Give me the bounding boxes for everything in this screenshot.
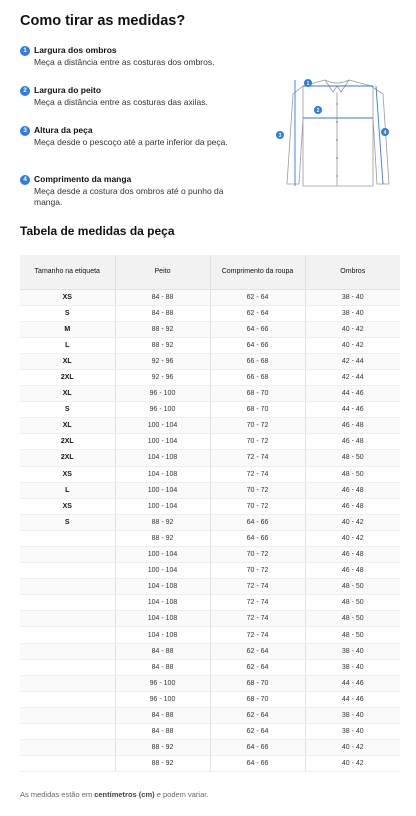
cell-length: 62 - 64 [210,659,305,675]
cell-chest: 84 - 88 [115,724,210,740]
cell-size: L [20,482,115,498]
footnote-prefix: As medidas estão em [20,790,95,799]
step-description: Meça a distância entre as costuras dos ombros. [34,57,215,67]
cell-length: 62 - 64 [210,643,305,659]
cell-length: 62 - 64 [210,305,305,321]
cell-shoulders: 40 - 42 [305,337,400,353]
cell-shoulders: 38 - 40 [305,289,400,305]
cell-size: XS [20,498,115,514]
cell-size [20,547,115,563]
cell-length: 64 - 66 [210,321,305,337]
cell-chest: 92 - 96 [115,353,210,369]
table-row [20,691,400,707]
cell-chest: 92 - 96 [115,369,210,385]
cell-shoulders: 46 - 48 [305,498,400,514]
table-row [20,579,400,595]
cell-shoulders: 46 - 48 [305,547,400,563]
table-row [20,321,400,337]
cell-shoulders: 46 - 48 [305,563,400,579]
cell-chest: 88 - 92 [115,514,210,530]
cell-size: XS [20,466,115,482]
cell-length: 66 - 68 [210,353,305,369]
cell-size [20,691,115,707]
cell-shoulders: 42 - 44 [305,369,400,385]
cell-chest: 88 - 92 [115,740,210,756]
table-row [20,402,400,418]
cell-size: XL [20,418,115,434]
cell-chest: 88 - 92 [115,530,210,546]
table-row [20,353,400,369]
table-row [20,659,400,675]
cell-chest: 84 - 88 [115,289,210,305]
cell-shoulders: 44 - 46 [305,675,400,691]
cell-length: 72 - 74 [210,627,305,643]
cell-size: L [20,337,115,353]
cell-size: XS [20,289,115,305]
table-row [20,386,400,402]
step-description: Meça desde a costura dos ombros até o punho da manga. [34,186,224,207]
diagram-marker: 4 [383,129,387,136]
header-shoulders: Ombros [305,255,400,289]
shirt-measurement-diagram [275,72,400,192]
table-row [20,563,400,579]
cell-chest: 100 - 104 [115,547,210,563]
cell-shoulders: 42 - 44 [305,353,400,369]
cell-shoulders: 38 - 40 [305,305,400,321]
table-row [20,450,400,466]
size-table-title: Tabela de medidas da peça [20,224,175,238]
table-row [20,675,400,691]
cell-shoulders: 40 - 42 [305,740,400,756]
cell-shoulders: 46 - 48 [305,482,400,498]
cell-length: 64 - 66 [210,756,305,772]
step-description: Meça a distância entre as costuras das axilas. [34,97,208,107]
cell-size [20,579,115,595]
step-number-badge: 1 [20,46,30,56]
cell-size: 2XL [20,369,115,385]
table-row [20,498,400,514]
cell-shoulders: 40 - 42 [305,530,400,546]
shirt-outline [287,80,389,186]
table-row [20,289,400,305]
cell-size [20,756,115,772]
table-row [20,756,400,772]
table-row [20,482,400,498]
table-header-row [20,255,400,289]
cell-size [20,707,115,723]
table-row [20,466,400,482]
cell-shoulders: 48 - 50 [305,450,400,466]
cell-length: 62 - 64 [210,707,305,723]
cell-length: 68 - 70 [210,386,305,402]
cell-shoulders: 40 - 42 [305,321,400,337]
footnote-suffix: e podem variar. [154,790,209,799]
cell-length: 68 - 70 [210,402,305,418]
cell-shoulders: 44 - 46 [305,402,400,418]
cell-size: XL [20,353,115,369]
header-length: Comprimento da roupa [210,255,305,289]
cell-chest: 104 - 108 [115,579,210,595]
cell-size [20,675,115,691]
cell-chest: 100 - 104 [115,482,210,498]
header-chest: Peito [115,255,210,289]
cell-size [20,563,115,579]
cell-shoulders: 44 - 46 [305,691,400,707]
cell-chest: 104 - 108 [115,627,210,643]
cell-length: 64 - 66 [210,740,305,756]
table-row [20,724,400,740]
cell-shoulders: 46 - 48 [305,418,400,434]
cell-chest: 96 - 100 [115,691,210,707]
cell-length: 70 - 72 [210,418,305,434]
cell-shoulders: 48 - 50 [305,466,400,482]
diagram-marker: 2 [316,107,320,114]
table-row [20,305,400,321]
step-number-badge: 4 [20,175,30,185]
cell-length: 70 - 72 [210,547,305,563]
table-row [20,643,400,659]
cell-size [20,627,115,643]
cell-size [20,740,115,756]
step-label: Largura dos ombros [34,45,117,55]
table-row [20,740,400,756]
cell-size [20,611,115,627]
cell-shoulders: 40 - 42 [305,756,400,772]
cell-chest: 104 - 108 [115,466,210,482]
cell-length: 72 - 74 [210,466,305,482]
cell-chest: 96 - 100 [115,402,210,418]
cell-length: 64 - 66 [210,514,305,530]
cell-shoulders: 38 - 40 [305,707,400,723]
cell-length: 72 - 74 [210,450,305,466]
cell-length: 70 - 72 [210,482,305,498]
cell-size: S [20,305,115,321]
step-number-badge: 2 [20,86,30,96]
cell-size: S [20,514,115,530]
cell-size: XL [20,386,115,402]
cell-chest: 88 - 92 [115,321,210,337]
cell-length: 72 - 74 [210,579,305,595]
cell-shoulders: 40 - 42 [305,514,400,530]
cell-length: 72 - 74 [210,611,305,627]
step-description: Meça desde o pescoço até a parte inferior da peça. [34,137,228,147]
cell-chest: 100 - 104 [115,434,210,450]
step-label: Largura do peito [34,85,102,95]
cell-chest: 100 - 104 [115,563,210,579]
cell-chest: 88 - 92 [115,337,210,353]
table-row [20,418,400,434]
header-size: Tamanho na etiqueta [20,255,115,289]
table-row [20,369,400,385]
cell-shoulders: 48 - 50 [305,611,400,627]
cell-size [20,724,115,740]
diagram-marker: 3 [278,132,282,139]
cell-size [20,643,115,659]
cell-length: 62 - 64 [210,289,305,305]
footnote-unit: centímetros (cm) [94,790,155,799]
cell-chest: 100 - 104 [115,418,210,434]
cell-chest: 84 - 88 [115,707,210,723]
cell-length: 70 - 72 [210,563,305,579]
diagram-marker: 1 [306,80,310,87]
cell-size [20,659,115,675]
step-label: Altura da peça [34,125,93,135]
cell-shoulders: 48 - 50 [305,627,400,643]
cell-size: S [20,402,115,418]
table-row [20,530,400,546]
cell-chest: 104 - 108 [115,611,210,627]
table-row [20,337,400,353]
cell-length: 64 - 66 [210,530,305,546]
measure-line-sleeve [376,86,383,184]
cell-size: M [20,321,115,337]
cell-length: 70 - 72 [210,498,305,514]
size-table [20,255,400,772]
cell-chest: 84 - 88 [115,305,210,321]
table-row [20,627,400,643]
cell-size: 2XL [20,450,115,466]
step-number-badge: 3 [20,126,30,136]
table-row [20,547,400,563]
cell-chest: 84 - 88 [115,643,210,659]
cell-shoulders: 38 - 40 [305,643,400,659]
cell-size [20,530,115,546]
cell-size: 2XL [20,434,115,450]
cell-length: 66 - 68 [210,369,305,385]
cell-length: 64 - 66 [210,337,305,353]
cell-shoulders: 44 - 46 [305,386,400,402]
cell-chest: 104 - 108 [115,595,210,611]
step-label: Comprimento da manga [34,174,132,184]
cell-chest: 96 - 100 [115,675,210,691]
table-row [20,514,400,530]
table-row [20,611,400,627]
cell-shoulders: 48 - 50 [305,579,400,595]
cell-length: 68 - 70 [210,675,305,691]
cell-shoulders: 38 - 40 [305,724,400,740]
table-row [20,434,400,450]
page-title: Como tirar as medidas? [20,13,186,29]
cell-chest: 104 - 108 [115,450,210,466]
cell-shoulders: 48 - 50 [305,595,400,611]
cell-length: 68 - 70 [210,691,305,707]
cell-chest: 96 - 100 [115,386,210,402]
cell-chest: 100 - 104 [115,498,210,514]
cell-size [20,595,115,611]
table-row [20,595,400,611]
table-row [20,707,400,723]
footnote [20,790,208,799]
cell-shoulders: 38 - 40 [305,659,400,675]
cell-length: 70 - 72 [210,434,305,450]
cell-shoulders: 46 - 48 [305,434,400,450]
cell-length: 62 - 64 [210,724,305,740]
cell-chest: 84 - 88 [115,659,210,675]
cell-chest: 88 - 92 [115,756,210,772]
cell-length: 72 - 74 [210,595,305,611]
